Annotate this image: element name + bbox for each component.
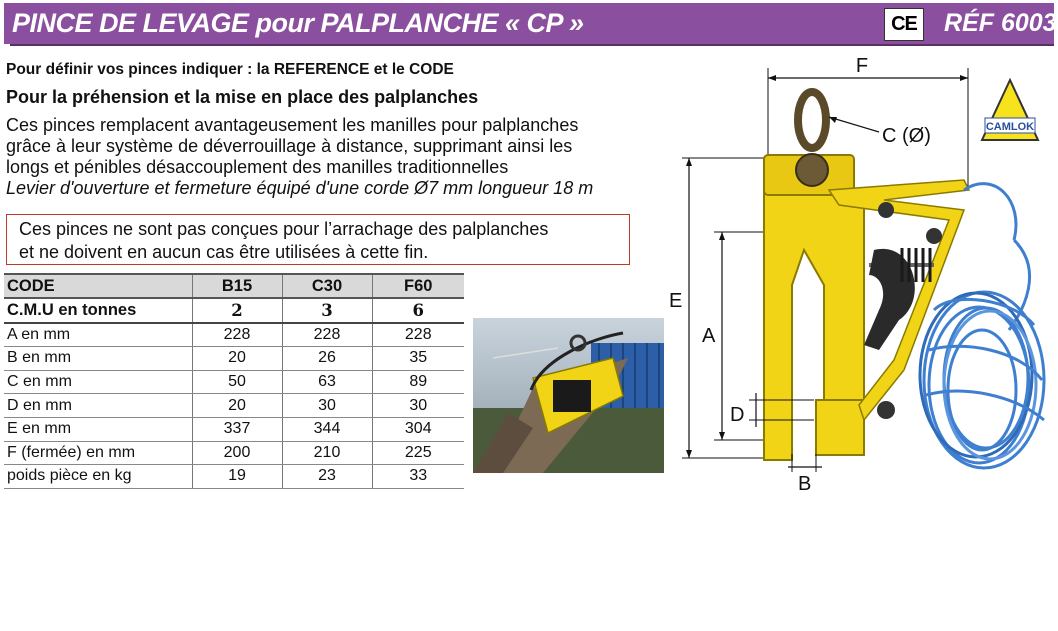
table-cell: 63 [282,370,372,394]
table-cell: 23 [282,465,372,489]
table-cell: 200 [192,441,282,465]
specification-table [4,273,464,489]
shackle [796,92,828,186]
product-purpose: Pour la préhension et la mise en place des palplanches [6,87,479,107]
description-line: grâce à leur système de déverrouillage à distance, supprimant ainsi les [6,136,573,156]
dimension-label-e: E [669,290,683,312]
description-line: longs et pénibles désaccouplement des manilles traditionnelles [6,157,509,177]
table-cell: 50 [192,370,282,394]
table-cell: 344 [282,417,372,441]
dimension-label-f: F [855,55,869,77]
dimension-label-d: D [730,404,745,426]
table-row [4,465,464,489]
table-cell: 3 [282,298,372,323]
product-description [6,115,686,199]
table-cell: 228 [372,323,464,347]
rope-coil [920,184,1044,468]
lever-description: Levier d'ouverture et fermeture équipé d'une corde Ø7 mm longueur 18 m [6,178,594,198]
usage-photo [473,318,664,473]
dimension-label-b: B [798,473,812,490]
table-header-row [4,274,464,298]
dimension-label-c: C (Ø) [882,125,931,147]
table-cell: 19 [192,465,282,489]
table-row [4,370,464,394]
table-cell: 225 [372,441,464,465]
column-header-f60: F60 [372,274,464,298]
table-cell: 89 [372,370,464,394]
ordering-instructions: Pour définir vos pinces indiquer : la REFERENCE et le CODE [6,61,454,78]
table-row [4,323,464,347]
table-cell: 20 [192,394,282,418]
table-cell: 20 [192,347,282,371]
table-cell: 304 [372,417,464,441]
dimension-label-a: A [702,325,716,347]
header-band [4,3,1057,44]
table-cell: 33 [372,465,464,489]
table-cell: 337 [192,417,282,441]
row-label: F (fermée) en mm [4,441,192,465]
page-title: PINCE DE LEVAGE pour PALPLANCHE « CP » [12,8,584,38]
table-row [4,347,464,371]
row-label: A en mm [4,323,192,347]
camlok-logo-icon [982,80,1038,140]
clamp-diagram [664,50,1058,490]
warning-line: Ces pinces ne sont pas conçues pour l’arrachage des palplanches [19,219,549,239]
row-label: D en mm [4,394,192,418]
table-row [4,394,464,418]
table-cell: 228 [282,323,372,347]
row-label: B en mm [4,347,192,371]
table-cell: 210 [282,441,372,465]
table-row [4,298,464,323]
table-cell: 30 [282,394,372,418]
table-cell: 6 [372,298,464,323]
row-label: E en mm [4,417,192,441]
table-cell: 26 [282,347,372,371]
warning-box [6,214,630,265]
reference-number: RÉF 6003 [944,9,1057,37]
description-line: Ces pinces remplacent avantageusement les manilles pour palplanches [6,115,579,135]
logo-text: CAMLOK [985,121,1035,133]
row-label: poids pièce en kg [4,465,192,489]
column-header-b15: B15 [192,274,282,298]
table-cell: 2 [192,298,282,323]
warning-line: et ne doivent en aucun cas être utilisées à cette fin. [19,242,429,262]
table-cell: 228 [192,323,282,347]
row-label: C.M.U en tonnes [4,298,192,323]
table-row [4,417,464,441]
table-cell: 30 [372,394,464,418]
column-header-c30: C30 [282,274,372,298]
ce-mark-icon: CE [884,8,924,41]
column-header-code: CODE [4,274,192,298]
table-row [4,441,464,465]
row-label: C en mm [4,370,192,394]
table-cell: 35 [372,347,464,371]
